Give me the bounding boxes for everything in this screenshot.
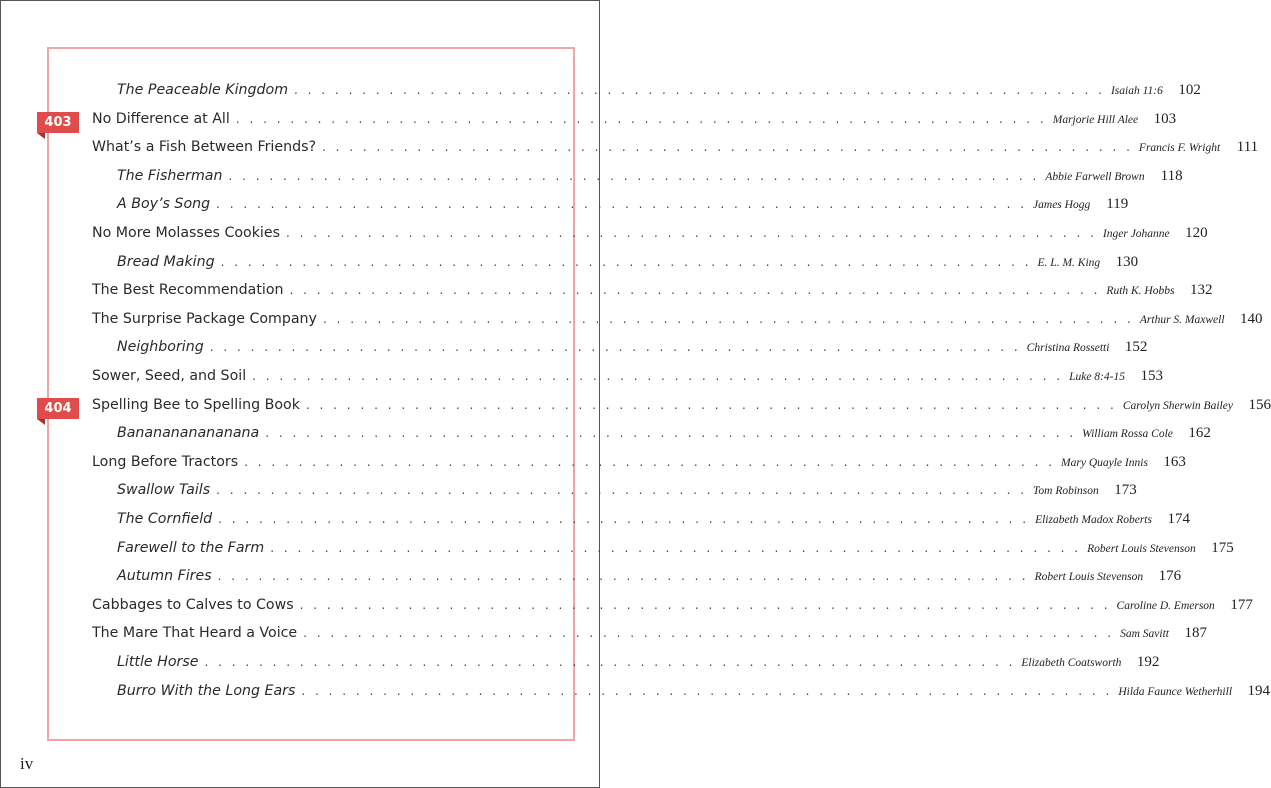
entry-title: Little Horse bbox=[117, 654, 199, 670]
entry-title: The Fisherman bbox=[117, 167, 223, 184]
entry-author: Arthur S. Maxwell bbox=[1139, 313, 1225, 326]
entry-title: The Cornfield bbox=[117, 511, 213, 527]
entry-author: Francis F. Wright bbox=[1138, 142, 1221, 155]
entry-author: Mary Quayle Innis bbox=[1061, 456, 1148, 469]
dot-leader: . . . . . . . . . . . . . . . . . . . . . . . . . . . . . . . . . . . . . . . . . . . . . . . . . . . . . . . . . . . . bbox=[228, 168, 1040, 183]
entry-author: Isaiah 11:6 bbox=[1110, 85, 1163, 97]
toc-entry bbox=[92, 625, 1207, 649]
dot-leader: . . . . . . . . . . . . . . . . . . . . . . . . . . . . . . . . . . . . . . . . . . . . . . . . . . . . . . . . . . . . bbox=[218, 512, 1030, 526]
dot-leader: . . . . . . . . . . . . . . . . . . . . . . . . . . . . . . . . . . . . . . . . . . . . . . . . . . . . . . . . . . . . bbox=[303, 626, 1115, 641]
dot-leader: . . . . . . . . . . . . . . . . . . . . . . . . . . . . . . . . . . . . . . . . . . . . . . . . . . . . . . . . . . . . bbox=[217, 569, 1029, 584]
entry-page: 120 bbox=[1185, 225, 1208, 241]
toc-entry bbox=[117, 167, 1183, 192]
entry-author: Caroline D. Emerson bbox=[1116, 599, 1215, 612]
toc-entry bbox=[117, 339, 1148, 363]
page-number: iv bbox=[20, 754, 34, 773]
dot-leader: . . . . . . . . . . . . . . . . . . . . . . . . . . . . . . . . . . . . . . . . . . . . . . . . . . . . . . . . . . . . bbox=[322, 140, 1133, 155]
toc-entry bbox=[92, 139, 1259, 163]
entry-title: The Mare That Heard a Voice bbox=[92, 625, 298, 642]
toc-entry bbox=[92, 110, 1177, 135]
entry-author: Inger Johanne bbox=[1102, 228, 1170, 240]
entry-author: Elizabeth Coatsworth bbox=[1021, 657, 1122, 669]
entry-page: 153 bbox=[1140, 368, 1163, 384]
entry-author: Christina Rossetti bbox=[1026, 342, 1110, 355]
entry-author: E. L. M. King bbox=[1037, 256, 1101, 269]
entry-title: The Peaceable Kingdom bbox=[117, 82, 289, 98]
entry-title: Bananananananana bbox=[117, 425, 260, 442]
entry-author: Elizabeth Madox Roberts bbox=[1035, 514, 1152, 526]
entry-author: Sam Savitt bbox=[1120, 628, 1169, 641]
entry-title: A Boy’s Song bbox=[117, 196, 211, 213]
dot-leader: . . . . . . . . . . . . . . . . . . . . . . . . . . . . . . . . . . . . . . . . . . . . . . . . . . . . . . . . . . . . bbox=[294, 83, 1105, 97]
entry-page: 163 bbox=[1163, 453, 1186, 470]
entry-author: Abbie Farwell Brown bbox=[1045, 170, 1145, 183]
entry-title: Bread Making bbox=[117, 253, 215, 270]
toc-entry bbox=[92, 396, 1271, 421]
lesson-badge: 404 bbox=[37, 398, 79, 419]
entry-page: 177 bbox=[1230, 596, 1253, 613]
toc-entry bbox=[117, 539, 1234, 564]
toc-entry bbox=[117, 196, 1129, 220]
toc-entry bbox=[92, 225, 1208, 249]
entry-author: Luke 8:4-15 bbox=[1069, 371, 1125, 383]
toc-entry bbox=[117, 568, 1182, 592]
entry-title: The Surprise Package Company bbox=[92, 310, 317, 327]
dot-leader: . . . . . . . . . . . . . . . . . . . . . . . . . . . . . . . . . . . . . . . . . . . . . . . . . . . . . . . . . . . . bbox=[305, 397, 1117, 412]
entry-title: Spelling Bee to Spelling Book bbox=[92, 396, 300, 413]
toc-entry bbox=[92, 282, 1213, 306]
entry-author: William Rossa Cole bbox=[1082, 428, 1173, 441]
entry-title: Burro With the Long Ears bbox=[117, 682, 296, 699]
dot-leader: . . . . . . . . . . . . . . . . . . . . . . . . . . . . . . . . . . . . . . . . . . . . . . . . . . . . . . . . . . . . bbox=[216, 483, 1028, 498]
dot-leader: . . . . . . . . . . . . . . . . . . . . . . . . . . . . . . . . . . . . . . . . . . . . . . . . . . . . . . . . . . . . bbox=[301, 683, 1113, 698]
entry-page: 102 bbox=[1178, 82, 1201, 98]
toc-entry bbox=[92, 453, 1186, 478]
toc-entry bbox=[117, 511, 1190, 535]
entry-title: Autumn Fires bbox=[117, 568, 212, 585]
dot-leader: . . . . . . . . . . . . . . . . . . . . . . . . . . . . . . . . . . . . . . . . . . . . . . . . . . . . . . . . . . . . bbox=[265, 426, 1077, 441]
entry-author: Marjorie Hill Alee bbox=[1052, 113, 1139, 126]
toc-entry bbox=[117, 253, 1139, 278]
toc-entry bbox=[92, 368, 1163, 392]
entry-author: Hilda Faunce Wetherhill bbox=[1118, 685, 1233, 698]
entry-title: Long Before Tractors bbox=[92, 453, 239, 470]
toc-entry bbox=[92, 596, 1253, 621]
dot-leader: . . . . . . . . . . . . . . . . . . . . . . . . . . . . . . . . . . . . . . . . . . . . . . . . . . . . . . . . . . . . bbox=[209, 340, 1021, 355]
dot-leader: . . . . . . . . . . . . . . . . . . . . . . . . . . . . . . . . . . . . . . . . . . . . . . . . . . . . . . . . . . . . bbox=[204, 655, 1016, 669]
entry-page: 176 bbox=[1158, 568, 1182, 585]
entry-author: Robert Louis Stevenson bbox=[1034, 571, 1144, 584]
entry-page: 192 bbox=[1136, 654, 1160, 670]
entry-page: 111 bbox=[1236, 139, 1259, 156]
entry-page: 162 bbox=[1188, 425, 1211, 442]
entry-title: No More Molasses Cookies bbox=[92, 225, 280, 241]
entry-page: 132 bbox=[1189, 282, 1213, 299]
entry-title: Neighboring bbox=[117, 339, 204, 356]
entry-title: Farewell to the Farm bbox=[117, 539, 265, 556]
dot-leader: . . . . . . . . . . . . . . . . . . . . . . . . . . . . . . . . . . . . . . . . . . . . . . . . . . . . . . . . . . . . bbox=[322, 311, 1134, 326]
toc-entry bbox=[117, 82, 1201, 106]
entry-page: 152 bbox=[1124, 339, 1148, 356]
toc-entry bbox=[117, 654, 1160, 678]
dot-leader: . . . . . . . . . . . . . . . . . . . . . . . . . . . . . . . . . . . . . . . . . . . . . . . . . . . . . . . . . . . . bbox=[270, 540, 1082, 555]
dot-leader: . . . . . . . . . . . . . . . . . . . . . . . . . . . . . . . . . . . . . . . . . . . . . . . . . . . . . . . . . . . . bbox=[252, 369, 1064, 383]
entry-author: Ruth K. Hobbs bbox=[1106, 285, 1175, 298]
entry-title: Cabbages to Calves to Cows bbox=[92, 596, 294, 613]
entry-title: What’s a Fish Between Friends? bbox=[92, 139, 316, 156]
entry-page: 174 bbox=[1167, 511, 1190, 527]
toc-entry bbox=[117, 682, 1271, 707]
entry-page: 175 bbox=[1211, 539, 1234, 556]
entry-author: Robert Louis Stevenson bbox=[1087, 542, 1196, 555]
dot-leader: . . . . . . . . . . . . . . . . . . . . . . . . . . . . . . . . . . . . . . . . . . . . . . . . . . . . . . . . . . . . bbox=[286, 226, 1097, 240]
entry-page: 119 bbox=[1106, 196, 1129, 213]
dot-leader: . . . . . . . . . . . . . . . . . . . . . . . . . . . . . . . . . . . . . . . . . . . . . . . . . . . . . . . . . . . . bbox=[220, 254, 1032, 269]
dot-leader: . . . . . . . . . . . . . . . . . . . . . . . . . . . . . . . . . . . . . . . . . . . . . . . . . . . . . . . . . . . . bbox=[216, 197, 1028, 212]
lesson-badge: 403 bbox=[37, 112, 79, 133]
dot-leader: . . . . . . . . . . . . . . . . . . . . . . . . . . . . . . . . . . . . . . . . . . . . . . . . . . . . . . . . . . . . bbox=[289, 283, 1101, 298]
entry-title: The Best Recommendation bbox=[92, 282, 284, 299]
entry-page: 187 bbox=[1184, 625, 1207, 642]
entry-page: 156 bbox=[1248, 396, 1271, 413]
entry-title: Sower, Seed, and Soil bbox=[92, 368, 247, 384]
entry-page: 194 bbox=[1247, 682, 1271, 699]
entry-page: 118 bbox=[1160, 167, 1183, 184]
entry-page: 173 bbox=[1114, 482, 1137, 499]
toc-entry bbox=[117, 425, 1211, 449]
entry-author: Carolyn Sherwin Bailey bbox=[1122, 399, 1233, 412]
entry-author: James Hogg bbox=[1033, 199, 1091, 212]
entry-title: No Difference at All bbox=[92, 110, 230, 127]
entry-page: 140 bbox=[1240, 310, 1263, 327]
entry-author: Tom Robinson bbox=[1033, 485, 1099, 498]
toc-entry bbox=[117, 482, 1137, 506]
entry-title: Swallow Tails bbox=[117, 482, 211, 499]
dot-leader: . . . . . . . . . . . . . . . . . . . . . . . . . . . . . . . . . . . . . . . . . . . . . . . . . . . . . . . . . . . . bbox=[299, 597, 1111, 612]
dot-leader: . . . . . . . . . . . . . . . . . . . . . . . . . . . . . . . . . . . . . . . . . . . . . . . . . . . . . . . . . . . . bbox=[244, 454, 1056, 469]
entry-page: 130 bbox=[1115, 253, 1139, 270]
dot-leader: . . . . . . . . . . . . . . . . . . . . . . . . . . . . . . . . . . . . . . . . . . . . . . . . . . . . . . . . . . . . bbox=[235, 111, 1047, 126]
entry-page: 103 bbox=[1153, 110, 1177, 127]
toc-entry bbox=[92, 310, 1263, 335]
